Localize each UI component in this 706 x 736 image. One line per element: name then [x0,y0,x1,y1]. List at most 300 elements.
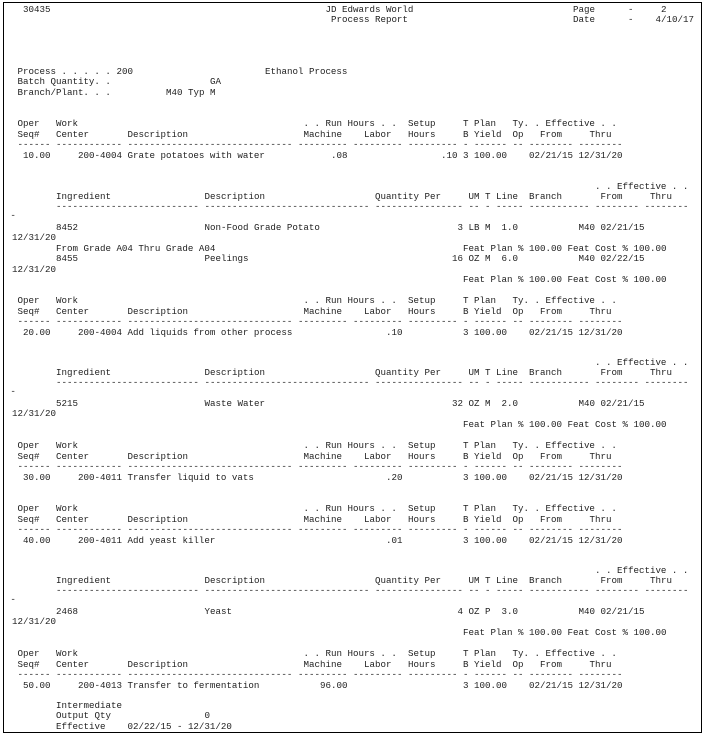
col-thru: Thru [589,306,612,317]
divider: -------- [644,377,689,388]
col-center: Center [56,306,89,317]
col-yield: Yield [474,129,502,140]
ingredient-grade: From Grade A04 Thru Grade A04 [56,242,216,254]
col-b: B [463,306,469,317]
divider: -- [468,201,480,212]
effective-from: 02/21/15 [529,150,573,161]
process-label: Process . . . . . [17,66,111,77]
ingredient-um: OZ [468,398,480,409]
col-hours: Hours [408,514,436,525]
plan-yield: 100.00 [474,327,507,338]
col-effective: . . Effective . . [523,295,617,306]
ingr-col-line: Line [496,367,518,378]
divider: -------- [595,585,639,596]
work-center: 200-4011 [78,472,122,483]
feat-plan: 100.00 [529,242,562,254]
feat-cost: 100.00 [633,626,667,638]
ingr-col-ingredient: Ingredient [56,367,111,378]
col-plan: Plan [474,295,496,306]
time-basis: 3 [463,327,469,338]
col-work: Work [56,503,78,514]
feat-cost-label: Feat Cost % [567,242,628,254]
ingredient-item: 5215 [56,398,78,409]
col-plan: Plan [474,648,496,659]
col-t: T [463,648,469,659]
col-op: Op [512,451,524,462]
effective-from: 02/21/15 [529,327,573,338]
divider: -------- [529,669,573,680]
col-t: T [463,295,469,306]
plan-yield: 100.00 [474,535,507,546]
ingredient-branch: M40 [578,222,595,233]
divider: -------- [644,585,689,596]
effective-thru: 12/31/20 [578,327,623,338]
ingredient-um: OZ [468,606,480,617]
col-setup: Setup [408,440,436,451]
divider: --------- [408,139,458,150]
col-seq: Seq# [17,451,40,462]
intermediate-label: Intermediate [56,700,122,711]
ingredient-type: M [485,398,491,409]
col-labor: Labor [364,129,392,140]
divider: --------- [298,524,348,535]
feat-plan-label: Feat Plan % [463,626,524,638]
col-description: Description [127,129,188,140]
divider: --------- [298,139,348,150]
divider: -------------------------- [56,201,199,212]
ingr-col-thru: Thru [650,191,672,202]
divider: -- [468,585,480,596]
page-sep: - [628,4,634,15]
col-seq: Seq# [17,659,40,670]
col-from: From [540,514,562,525]
ingr-col-description: Description [204,367,265,378]
ingr-col-t: T [485,367,491,378]
divider: ------------ [56,669,122,680]
divider: ----- [496,585,524,596]
batch-quantity-label: Batch Quantity. . [17,76,111,87]
col-op: Op [512,129,524,140]
divider: --------- [298,461,348,472]
ingredient-thru: 12/31/20 [12,616,56,628]
col-setup: Setup [408,118,436,129]
col-yield: Yield [474,451,502,462]
col-ty: Ty [512,503,524,514]
col-ty: Ty [512,118,524,129]
col-oper: Oper [17,648,40,659]
ingredient-item: 8452 [56,222,78,233]
divider: ------------------------------ [204,377,370,388]
col-effective: . . Effective . . [523,648,617,659]
divider: -------- [578,669,623,680]
branch-plant-label: Branch/Plant. . . [17,87,111,98]
col-center: Center [56,451,89,462]
time-basis: 3 [463,150,469,161]
ingr-col-description: Description [204,575,265,586]
divider: --------- [353,139,403,150]
divider: --------- [353,524,403,535]
divider: -------- [595,377,639,388]
process-number: 200 [116,66,133,77]
col-hours: Hours [408,129,436,140]
col-effective: . . Effective . . [523,503,617,514]
col-setup: Setup [408,503,436,514]
ingr-col-line: Line [496,191,518,202]
col-plan: Plan [474,440,496,451]
divider: ------ [474,524,507,535]
divider: -- [512,139,524,150]
col-ty: Ty [512,440,524,451]
divider: - [485,201,491,212]
date-sep: - [628,14,634,25]
col-thru: Thru [589,514,612,525]
divider: ----------- [529,585,590,596]
divider: --------- [408,524,458,535]
intermediate-effective-label: Effective [56,721,106,732]
operation-seq: 10.00 [23,150,51,161]
ingr-col-branch: Branch [529,191,562,202]
divider: --------- [353,461,403,472]
col-yield: Yield [474,514,502,525]
col-oper: Oper [17,440,40,451]
plan-yield: 100.00 [474,680,507,691]
ingredient-um: LB [468,222,480,233]
col-thru: Thru [589,451,612,462]
col-labor: Labor [364,306,392,317]
date-label: Date [573,14,595,25]
ingredient-from: 02/21/15 [600,222,645,233]
ingredient-description: Non-Food Grade Potato [204,222,320,233]
ingr-col-um: UM [468,575,480,586]
feat-cost-label: Feat Cost % [567,626,628,638]
col-work: Work [56,440,78,451]
ingr-col-description: Description [204,191,265,202]
type-label: Typ [188,87,205,98]
divider: ------ [474,669,507,680]
work-center: 200-4013 [78,680,122,691]
col-seq: Seq# [17,514,40,525]
divider: -------- [529,139,573,150]
col-description: Description [127,659,188,670]
col-labor: Labor [364,659,392,670]
process-description: Ethanol Process [265,66,348,77]
ingredient-description: Yeast [204,606,232,617]
divider: - [463,669,469,680]
effective-thru: 12/31/20 [578,680,623,691]
machine-hours: 96.00 [320,680,348,691]
ingredient-line: 3.0 [501,606,518,617]
ingr-col-um: UM [468,191,480,202]
report-title: Process Report [331,14,408,25]
col-description: Description [127,514,188,525]
ingredient-item: 2468 [56,606,78,617]
machine-hours: .08 [331,150,348,161]
ingredient-type: M [485,222,491,233]
col-b: B [463,451,469,462]
divider: ----- [496,377,524,388]
divider: ------------------------------ [127,524,293,535]
col-op: Op [512,659,524,670]
divider: -- [512,461,524,472]
ingr-col-quantity: Quantity Per [375,191,441,202]
col-from: From [540,306,562,317]
divider: ---------------- [375,585,463,596]
output-qty: 0 [204,710,210,721]
col-machine: Machine [303,451,342,462]
ingredient-line: 1.0 [501,222,518,233]
col-work: Work [56,295,78,306]
col-from: From [540,129,562,140]
feat-plan: 100.00 [529,274,562,285]
divider-wrap: - [10,210,16,221]
feat-plan-label: Feat Plan % [463,242,524,254]
ingredient-qty: 16 [452,253,463,265]
plan-yield: 100.00 [474,150,507,161]
col-center: Center [56,659,89,670]
divider: ------ [17,461,51,472]
divider: -------- [578,139,623,150]
effective-thru: 12/31/20 [578,535,623,546]
effective-from: 02/21/15 [529,472,573,483]
divider: -- [512,669,524,680]
divider: - [485,585,491,596]
ingredient-type: M [485,253,491,265]
col-setup: Setup [408,648,436,659]
branch-plant: M40 [166,87,183,98]
operation-seq: 20.00 [23,327,51,338]
ingr-col-from: From [600,367,623,378]
divider: - [463,139,469,150]
divider: --------- [408,316,458,327]
divider: -------- [578,461,623,472]
feat-cost: 100.00 [633,274,667,285]
ingr-col-t: T [485,191,491,202]
col-hours: Hours [408,659,436,670]
divider: ------------------------------ [204,585,370,596]
col-labor: Labor [364,514,392,525]
ingr-col-quantity: Quantity Per [375,367,441,378]
page-number: 2 [661,4,667,15]
col-t: T [463,503,469,514]
ingr-col-thru: Thru [650,367,672,378]
type-value: M [210,87,216,98]
feat-cost: 100.00 [633,242,667,254]
divider: -------- [529,524,573,535]
col-op: Op [512,306,524,317]
ingredient-type: P [485,606,491,617]
ingr-col-ingredient: Ingredient [56,191,111,202]
divider: ----------- [529,377,590,388]
batch-uom: GA [210,76,221,87]
ingr-col-effective: . . Effective . . [595,181,689,192]
effective-from: 02/21/15 [529,680,573,691]
col-ty: Ty [512,295,524,306]
divider-wrap: - [10,594,16,605]
col-oper: Oper [17,295,40,306]
divider: ------------------------------ [204,201,370,212]
work-center: 200-4011 [78,535,122,546]
divider: -- [468,377,480,388]
work-center: 200-4004 [78,150,122,161]
labor-hours: .20 [386,472,403,483]
operation-description: Transfer to fermentation [127,680,260,691]
divider: ------------------------------ [127,316,293,327]
ingr-col-line: Line [496,575,518,586]
divider: ------------ [56,524,122,535]
report-date: 4/10/17 [655,14,694,25]
divider: - [463,461,469,472]
ingr-col-branch: Branch [529,575,562,586]
divider: -------- [529,461,573,472]
divider: ------ [17,316,51,327]
divider: ------ [474,139,507,150]
col-effective: . . Effective . . [523,118,617,129]
col-seq: Seq# [17,306,40,317]
ingredient-qty: 32 [452,398,463,409]
divider: - [463,316,469,327]
divider: --------- [353,316,403,327]
divider: -------- [578,524,623,535]
operation-seq: 40.00 [23,535,51,546]
col-seq: Seq# [17,129,40,140]
divider: ------ [474,316,507,327]
divider: -------------------------- [56,585,199,596]
operation-description: Add yeast killer [127,535,216,546]
company-name: JD Edwards World [325,4,414,15]
ingr-col-effective: . . Effective . . [595,357,689,368]
col-run-hours: . . Run Hours . . [303,118,397,129]
col-description: Description [127,306,188,317]
col-yield: Yield [474,659,502,670]
divider: -------------------------- [56,377,199,388]
ingredient-description: Waste Water [204,398,265,409]
feat-plan: 100.00 [529,418,562,430]
divider: --------- [408,669,458,680]
ingr-col-thru: Thru [650,575,672,586]
operation-description: Transfer liquid to vats [127,472,254,483]
divider: - [485,377,491,388]
ingredient-branch: M40 [578,398,595,409]
col-t: T [463,118,469,129]
col-center: Center [56,129,89,140]
col-effective: . . Effective . . [523,440,617,451]
col-description: Description [127,451,188,462]
divider: -- [512,524,524,535]
col-machine: Machine [303,129,342,140]
ingredient-branch: M40 [578,253,595,265]
col-b: B [463,129,469,140]
ingr-col-ingredient: Ingredient [56,575,111,586]
col-ty: Ty [512,648,524,659]
col-machine: Machine [303,659,342,670]
col-plan: Plan [474,118,496,129]
col-run-hours: . . Run Hours . . [303,503,397,514]
col-from: From [540,659,562,670]
divider: -------- [529,316,573,327]
col-work: Work [56,648,78,659]
intermediate-effective: 02/22/15 - 12/31/20 [127,721,232,732]
col-from: From [540,451,562,462]
ingr-col-from: From [600,191,623,202]
ingredient-thru: 12/31/20 [12,232,56,244]
ingredient-qty: 4 [457,606,463,617]
divider: ------------------------------ [127,669,293,680]
col-labor: Labor [364,451,392,462]
effective-thru: 12/31/20 [578,150,623,161]
divider: ------------------------------ [127,139,293,150]
ingredient-um: OZ [468,253,480,265]
ingredient-thru: 12/31/20 [12,263,56,275]
col-center: Center [56,514,89,525]
ingredient-line: 6.0 [501,253,518,265]
divider: ------ [17,669,51,680]
divider: ---------------- [375,377,463,388]
ingr-col-quantity: Quantity Per [375,575,441,586]
ingredient-from: 02/21/15 [600,606,645,617]
col-run-hours: . . Run Hours . . [303,295,397,306]
col-setup: Setup [408,295,436,306]
col-yield: Yield [474,306,502,317]
plan-yield: 100.00 [474,472,507,483]
divider: ------------ [56,139,122,150]
ingr-col-effective: . . Effective . . [595,565,689,576]
col-machine: Machine [303,306,342,317]
col-plan: Plan [474,503,496,514]
page-label: Page [573,4,595,15]
col-thru: Thru [589,129,612,140]
operation-description: Add liquids from other process [127,327,293,338]
feat-plan-label: Feat Plan % [463,418,524,430]
col-b: B [463,514,469,525]
labor-hours: .10 [386,327,403,338]
ingredient-line: 2.0 [501,398,518,409]
effective-from: 02/21/15 [529,535,573,546]
divider: ------------ [56,461,122,472]
time-basis: 3 [463,535,469,546]
divider: -------- [578,316,623,327]
effective-thru: 12/31/20 [578,472,623,483]
ingredient-from: 02/21/15 [600,398,645,409]
ingredient-thru: 12/31/20 [12,408,56,420]
divider: -------- [595,201,639,212]
time-basis: 3 [463,472,469,483]
divider: --------- [298,316,348,327]
col-hours: Hours [408,451,436,462]
ingredient-qty: 3 [457,222,463,233]
divider: ------------------------------ [127,461,293,472]
divider: --------- [353,669,403,680]
col-machine: Machine [303,514,342,525]
divider: -------- [644,201,689,212]
ingr-col-um: UM [468,367,480,378]
col-run-hours: . . Run Hours . . [303,648,397,659]
col-t: T [463,440,469,451]
ingr-col-branch: Branch [529,367,562,378]
divider: - [463,524,469,535]
operation-seq: 30.00 [23,472,51,483]
col-thru: Thru [589,659,612,670]
feat-cost: 100.00 [633,418,667,430]
operation-seq: 50.00 [23,680,51,691]
operation-description: Grate potatoes with water [127,150,265,161]
divider: -- [512,316,524,327]
divider: ------ [17,139,51,150]
output-qty-label: Output Qty [56,710,111,721]
col-work: Work [56,118,78,129]
divider: --------- [298,669,348,680]
ingredient-item: 8455 [56,253,78,265]
col-op: Op [512,514,524,525]
